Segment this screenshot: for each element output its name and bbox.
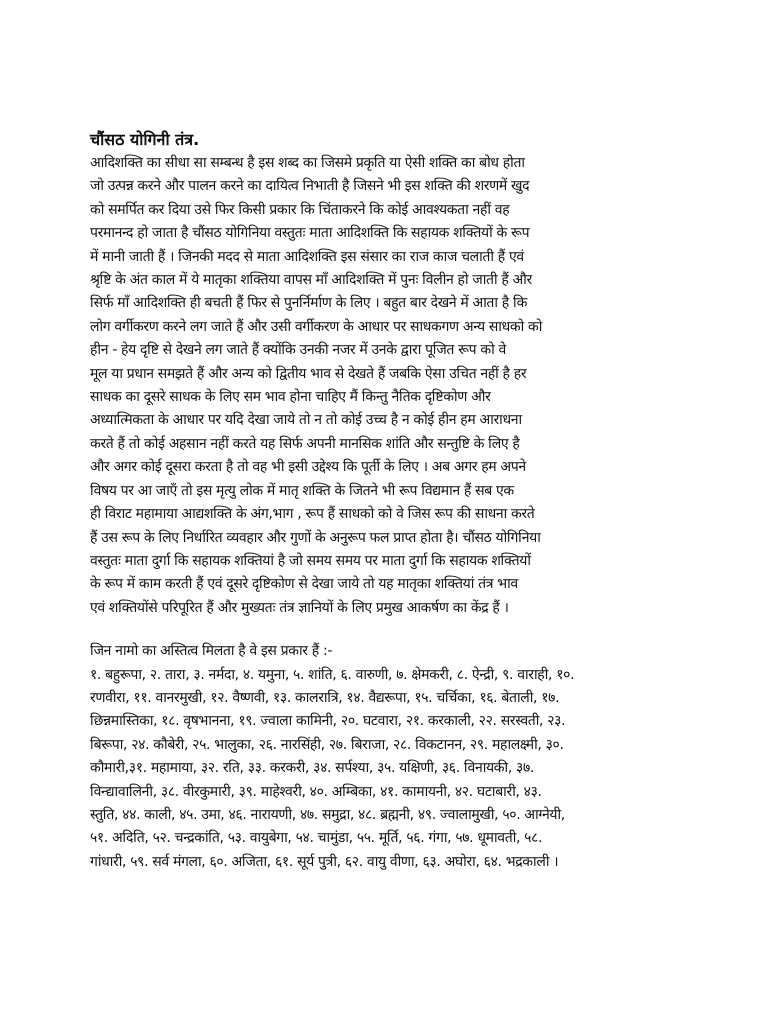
yogini-names-list: [90, 664, 670, 875]
paragraph-line: श्रृष्टि के अंत काल में ये मातृका शक्तिया वापस माँ आदिशक्ति में पुनः विलीन हो जाती हैं और: [90, 272, 532, 289]
paragraph-line: वस्तुतः माता दुर्गा कि सहायक शक्तियां है जो समय समय पर माता दुर्गा कि सहायक शक्तियों: [90, 552, 531, 569]
paragraph-line: को समर्पित कर दिया उसे फिर किसी प्रकार कि चिंताकरने कि कोई आवश्यकता नहीं वह: [90, 201, 510, 218]
paragraph-line: के रूप में काम करती हैं एवं दूसरे दृष्टिकोण से देखा जाये तो यह मातृका शक्तियां तंत्र भाव: [90, 576, 518, 593]
paragraph-line: जो उत्पन्न करने और पालन करने का दायित्व निभाती है जिसने भी इस शक्ति की शरणमें खुद: [90, 178, 530, 195]
paragraph-line: आदिशक्ति का सीधा सा सम्बन्ध है इस शब्द का जिसमे प्रकृति या ऐसी शक्ति का बोध होता: [90, 155, 525, 171]
list-line: ५१. अदिति, ५२. चन्द्रकांति, ५३. वायुबेगा, ५४. चामुंडा, ५५. मूर्ति, ५६. गंगा, ५७. धूमावती, ५८.: [90, 830, 543, 847]
list-line: कौमारी,३१. महामाया, ३२. रति, ३३. करकरी, ३४. सर्पश्या, ३५. यक्षिणी, ३६. विनायकी, ३७.: [90, 760, 534, 777]
paragraph-line: मूल या प्रधान समझते हैं और अन्य को द्वितीय भाव से देखते हैं जबकि ऐसा उचित नहीं है हर: [90, 365, 527, 382]
list-intro: जिन नामो का अस्तित्व मिलता है वे इस प्रकार हैं :-: [90, 643, 333, 660]
paragraph-line: करते हैं तो कोई अहसान नहीं करते यह सिर्फ अपनी मानसिक शांति और सन्तुष्टि के लिए है: [90, 435, 520, 452]
paragraph-line: और अगर कोई दूसरा करता है तो वह भी इसी उद्देश्य कि पूर्ती के लिए । अब अगर हम अपने: [90, 459, 526, 476]
paragraph-line: परमानन्द हो जाता है चौंसठ योगिनिया वस्तुतः माता आदिशक्ति कि सहायक शक्तियों के रूप: [90, 225, 530, 242]
paragraph-line: ही विराट महामाया आद्यशक्ति के अंग,भाग , रूप हैं साधको को वे जिस रूप की साधना करते: [90, 506, 535, 523]
list-line: छिन्नमास्तिका, १८. वृषभानना, १९. ज्वाला कामिनी, २०. घटवारा, २१. करकाली, २२. सरस्वती, २३.: [90, 713, 566, 730]
paragraph-line: साधक का दूसरे साधक के लिए सम भाव होना चाहिए मैं किन्तु नैतिक दृष्टिकोण और: [90, 389, 491, 406]
document-page: [90, 128, 670, 874]
paragraph-line: हैं उस रूप के लिए निर्धारित व्यवहार और गुणों के अनुरूप फल प्राप्त होता है। चौंसठ योगिनिया: [90, 529, 541, 546]
list-line: १. बहुरूपा, २. तारा, ३. नर्मदा, ४. यमुना, ५. शांति, ६. वारुणी, ७. क्षेमकरी, ८. ऐन्द्री, ९. वाराही, १०.: [90, 666, 575, 683]
list-line: बिरूपा, २४. कौबेरी, २५. भालुका, २६. नारसिंही, २७. बिराजा, २८. विकटानन, २९. महालक्ष्मी, ३०.: [90, 736, 564, 753]
paragraph-line: लोग वर्गीकरण करने लग जाते हैं और उसी वर्गीकरण के आधार पर साधकगण अन्य साधको को: [90, 318, 543, 335]
body-paragraph: [90, 152, 670, 620]
paragraph-line: में मानी जाती हैं । जिनकी मदद से माता आदिशक्ति इस संसार का राज काज चलाती हैं एवं: [90, 248, 524, 265]
paragraph-line: विषय पर आ जाएँ तो इस मृत्यु लोक में मातृ शक्ति के जितने भी रूप विद्यमान हैं सब एक: [90, 482, 514, 499]
list-line: रणवीरा, ११. वानरमुखी, १२. वैष्णवी, १३. कालरात्रि, १४. वैद्यरूपा, १५. चर्चिका, १६. बेताली, १७.: [90, 689, 560, 706]
paragraph-gap: [90, 620, 670, 640]
paragraph-line: एवं शक्तियोंसे परिपूरित हैं और मुख्यतः तंत्र ज्ञानियों के लिए प्रमुख आकर्षण का केंद्र हैं ।: [90, 599, 509, 616]
document-title: चौंसठ योगिनी तंत्र.: [90, 130, 200, 149]
list-line: स्तुति, ४४. काली, ४५. उमा, ४६. नारायणी, ४७. समुद्रा, ४८. ब्रह्मनी, ४९. ज्वालामुखी, ५०. आग्नेयी,: [90, 806, 565, 823]
list-line: विन्द्यावालिनी, ३८. वीरकुमारी, ३९. माहेश्वरी, ४०. अम्बिका, ४१. कामायनी, ४२. घटाबारी, ४३.: [90, 783, 542, 800]
paragraph-line: अध्यात्मिकता के आधार पर यदि देखा जाये तो न तो कोई उच्च है न कोई हीन हम आराधना: [90, 412, 522, 429]
list-line: गांधारी, ५९. सर्व मंगला, ६०. अजिता, ६१. सूर्य पुत्री, ६२. वायु वीणा, ६३. अघोरा, ६४. भद्रकाली ।: [90, 853, 559, 870]
paragraph-line: सिर्फ माँ आदिशक्ति ही बचती हैं फिर से पुनर्निर्माण के लिए । बहुत बार देखने में आता है कि: [90, 295, 527, 312]
paragraph-line: हीन - हेय दृष्टि से देखने लग जाते हैं क्योंकि उनकी नजर में उनके द्वारा पूजित रूप को वे: [90, 342, 506, 359]
